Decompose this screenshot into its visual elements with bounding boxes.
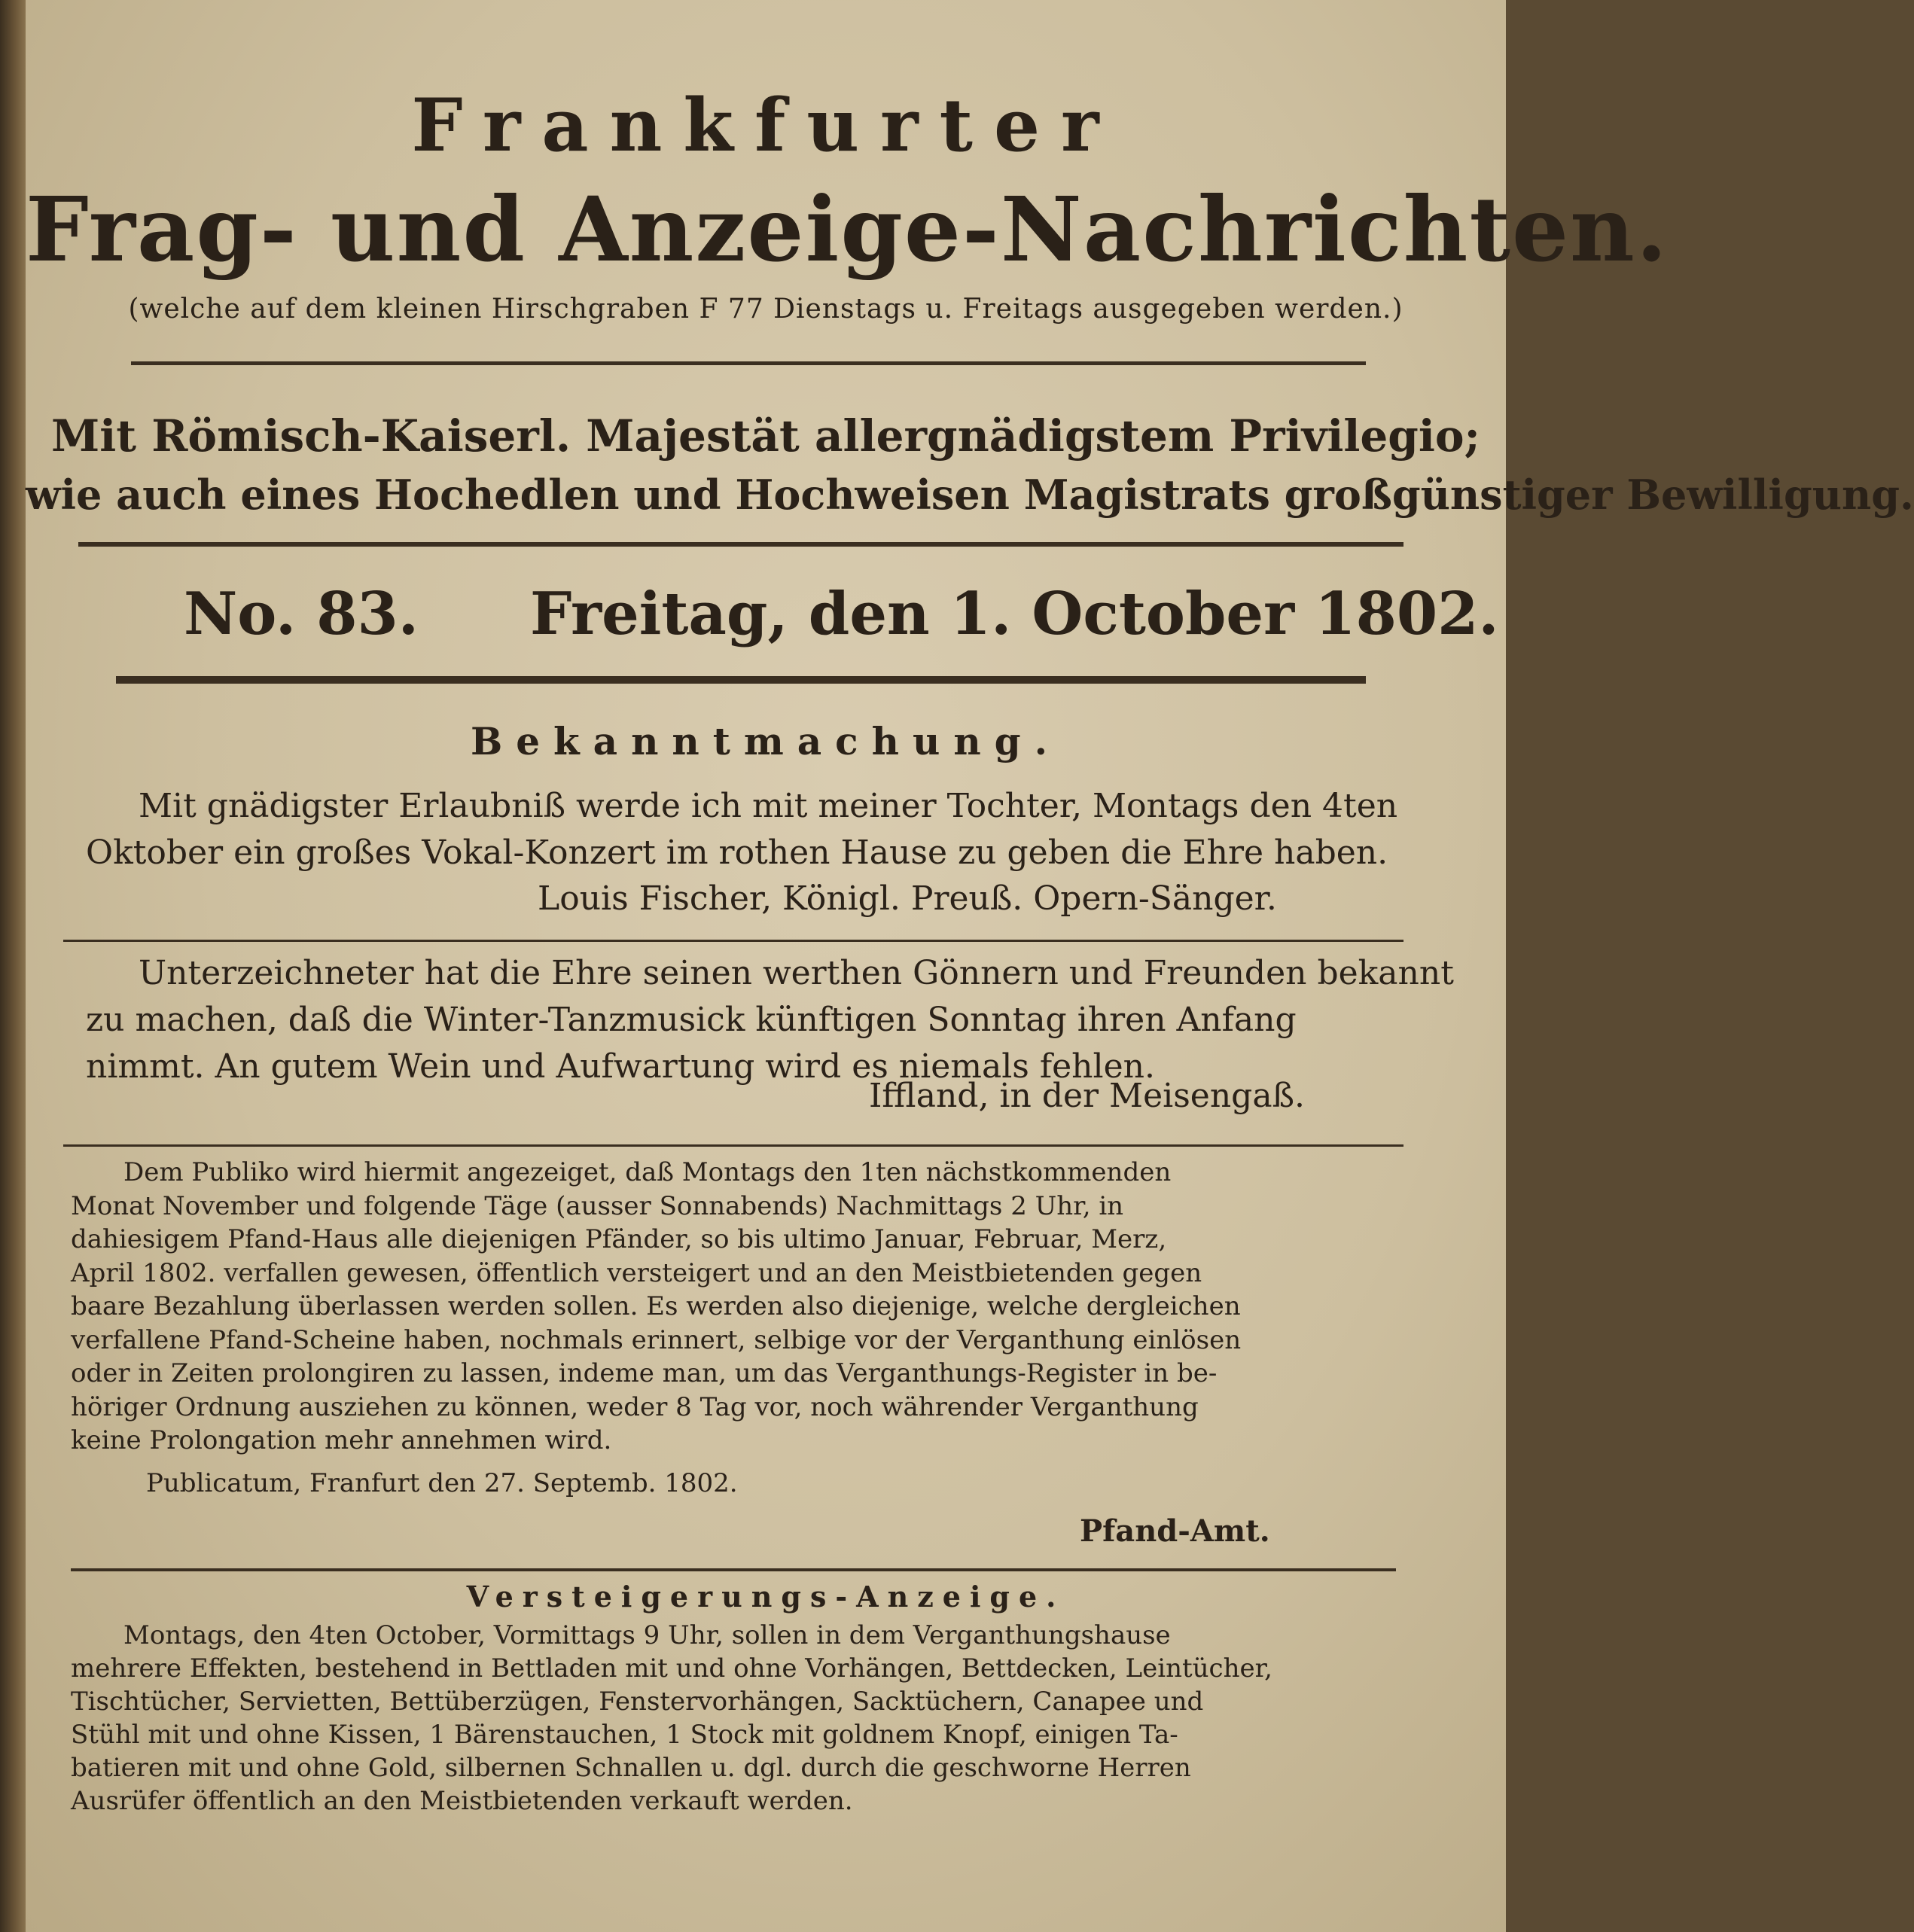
notice3-line: verfallene Pfand-Scheine haben, nochmals erinnert, selbige vor der Verganthung einlösen	[71, 1324, 1242, 1355]
notice4-line: Tischtücher, Servietten, Bettüberzügen, Fenstervorhängen, Sacktüchern, Canapee und	[71, 1687, 1204, 1717]
notice4-line: Ausrüfer öffentlich an den Meistbietenden verkauft werden.	[71, 1786, 853, 1816]
notice1-title: Bekanntmachung.	[470, 719, 1062, 763]
notice4-line: batieren mit und ohne Gold, silbernen Schnallen u. dgl. durch die geschworne Herren	[71, 1753, 1191, 1783]
notice2-line: Unterzeichneter hat die Ehre seinen werthen Gönnern und Freunden bekannt	[139, 954, 1454, 992]
notice4-line: Stühl mit und ohne Kissen, 1 Bärenstauchen, 1 Stock mit goldnem Knopf, einigen Ta-	[71, 1720, 1178, 1750]
notice4-line: mehrere Effekten, bestehend in Bettladen mit und ohne Vorhängen, Bettdecken, Leintücher,	[71, 1653, 1272, 1684]
notice3-line: April 1802. verfallen gewesen, öffentlich versteigert und an den Meistbietenden gegen	[71, 1257, 1202, 1288]
notice3-body	[71, 1156, 1241, 1458]
notice1-line: Mit gnädigster Erlaubniß werde ich mit meiner Tochter, Montags den 4ten	[139, 787, 1398, 825]
issue-date: Freitag, den 1. October 1802.	[530, 580, 1499, 648]
notice3-divider	[71, 1568, 1396, 1571]
book-binding-edge	[0, 0, 26, 1932]
notice2-signature: Iffland, in der Meisengaß.	[869, 1077, 1305, 1115]
notice3-line: Dem Publiko wird hiermit angezeiget, daß Montags den 1ten nächstkommenden	[123, 1157, 1172, 1187]
notice4-line: Montags, den 4ten October, Vormittags 9 Uhr, sollen in dem Verganthungshause	[123, 1620, 1171, 1650]
notice3-line: Monat November und folgende Täge (ausser Sonnabends) Nachmittags 2 Uhr, in	[71, 1190, 1124, 1221]
masthead-subtitle: (welche auf dem kleinen Hirschgraben F 77 Dienstags u. Freitags ausgegeben werden.)	[128, 294, 1403, 325]
notice1-signature: Louis Fischer, Königl. Preuß. Opern-Sänger.	[538, 879, 1277, 918]
notice3-dateline: Publicatum, Franfurt den 27. Septemb. 1802.	[146, 1468, 738, 1498]
notice3-line: dahiesigem Pfand-Haus alle diejenigen Pfänder, so bis ultimo Januar, Februar, Merz,	[71, 1224, 1167, 1254]
notice4-title: Versteigerungs-Anzeige.	[466, 1580, 1065, 1614]
notice2-line: nimmt. An gutem Wein und Aufwartung wird es niemals fehlen.	[86, 1047, 1155, 1086]
notice2-line: zu machen, daß die Winter-Tanzmusick künftigen Sonntag ihren Anfang	[86, 1001, 1297, 1039]
masthead-title-line2: Frag- und Anzeige-Nachrichten.	[26, 177, 1669, 282]
notice1-line: Oktober ein großes Vokal-Konzert im rothen Hause zu geben die Ehre haben.	[86, 833, 1388, 872]
notice3-line: oder in Zeiten prolongiren zu lassen, indeme man, um das Verganthungs-Register in be-	[71, 1358, 1218, 1388]
notice1-body	[86, 783, 1397, 876]
issue-divider	[116, 676, 1366, 684]
magistrate-line: wie auch eines Hochedlen und Hochweisen Magistrats großgünstiger Bewilligung.	[26, 471, 1914, 519]
notice1-divider	[63, 940, 1403, 942]
issue-number: No. 83.	[184, 580, 419, 648]
notice3-line: keine Prolongation mehr annehmen wird.	[71, 1425, 612, 1455]
notice3-line: höriger Ordnung ausziehen zu können, weder 8 Tag vor, noch währender Verganthung	[71, 1391, 1199, 1422]
notice3-signature: Pfand-Amt.	[1080, 1513, 1270, 1549]
header-divider	[78, 542, 1403, 547]
masthead-title-line1: Frankfurter	[411, 83, 1120, 168]
notice4-body	[71, 1619, 1272, 1818]
newspaper-page	[26, 0, 1914, 1932]
privilege-line: Mit Römisch-Kaiserl. Majestät allergnädigstem Privilegio;	[51, 410, 1480, 462]
notice2-body	[86, 950, 1454, 1090]
notice3-line: baare Bezahlung überlassen werden sollen. Es werden also diejenige, welche dergleichen	[71, 1291, 1241, 1321]
masthead-divider	[131, 361, 1366, 365]
notice2-divider	[63, 1144, 1403, 1147]
